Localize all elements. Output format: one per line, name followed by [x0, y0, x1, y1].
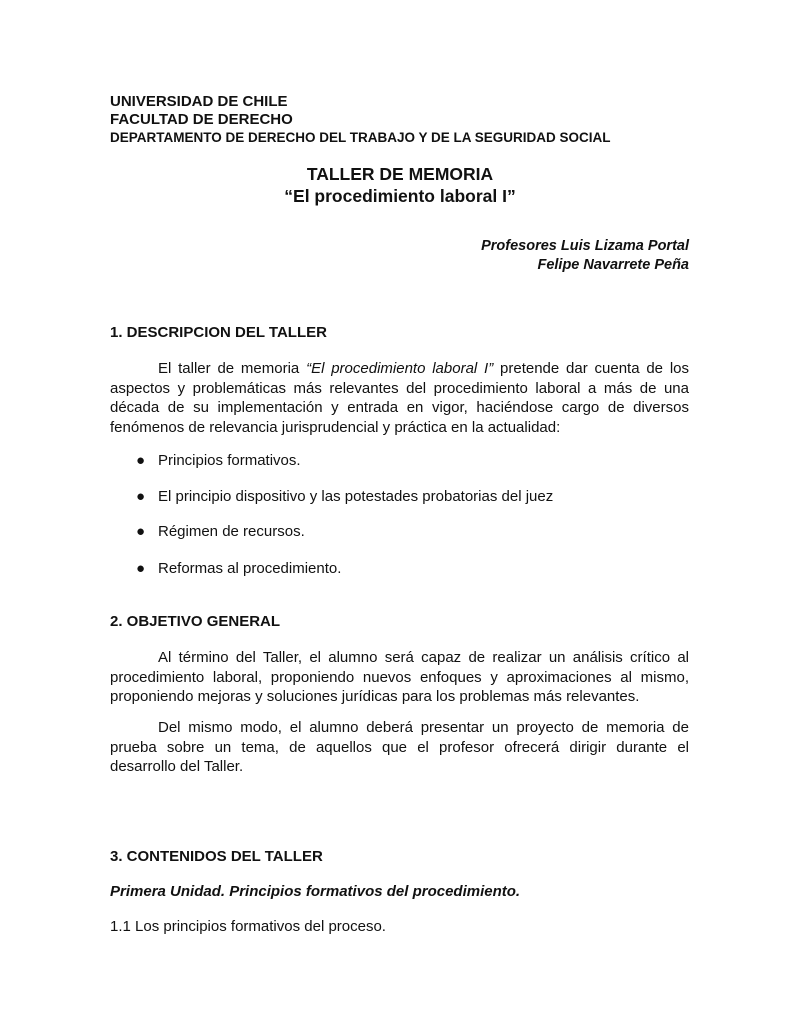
faculty-name: FACULTAD DE DERECHO — [110, 111, 293, 128]
list-item — [136, 488, 553, 505]
list-item-text: Principios formativos. — [158, 452, 301, 469]
list-item — [136, 523, 305, 540]
text-run: El taller de memoria — [158, 360, 307, 377]
paragraph-line: Al término del Taller, el alumno será capaz de realizar un análisis crítico al — [158, 649, 689, 666]
paragraph-line: prueba sobre un tema, de aquellos que el profesor ofrecerá dirigir durante el — [110, 738, 689, 756]
section-2-paragraph-2 — [110, 718, 689, 777]
text-run: pretende dar cuenta de los — [493, 360, 689, 377]
section-2-paragraph-1 — [110, 648, 689, 707]
list-item-text: El principio dispositivo y las potestades probatorias del juez — [158, 488, 554, 505]
paragraph-line: década de su implementación y entrada en vigor, haciéndose cargo de diversos — [110, 399, 689, 416]
professors-line-2: Felipe Navarrete Peña — [537, 257, 689, 273]
content-item-1-1: 1.1 Los principios formativos del proceso. — [110, 918, 386, 935]
bullet-icon: ● — [136, 452, 146, 469]
document-subtitle: “El procedimiento laboral I” — [284, 186, 516, 206]
bullet-icon: ● — [136, 488, 146, 505]
list-item-text: Régimen de recursos. — [158, 523, 305, 540]
paragraph-line: Del mismo modo, el alumno deberá presentar un proyecto de memoria de — [158, 719, 689, 736]
section-1-heading: 1. DESCRIPCION DEL TALLER — [110, 324, 327, 341]
list-item — [136, 452, 301, 469]
section-2-heading: 2. OBJETIVO GENERAL — [110, 613, 281, 630]
university-name: UNIVERSIDAD DE CHILE — [110, 93, 288, 110]
professors-line-1: Profesores Luis Lizama Portal — [481, 238, 689, 254]
paragraph-line: proponiendo mejoras y soluciones jurídicas para los problemas más relevantes. — [110, 688, 640, 705]
department-name: DEPARTAMENTO DE DERECHO DEL TRABAJO Y DE LA SEGURIDAD SOCIAL — [110, 130, 611, 145]
paragraph-line: fenómenos de relevancia jurisprudencial y práctica en la actualidad: — [110, 418, 561, 436]
italic-title-run: “El procedimiento laboral I” — [306, 360, 494, 377]
document-title: TALLER DE MEMORIA — [306, 164, 494, 184]
list-item — [136, 560, 341, 577]
section-3-heading: 3. CONTENIDOS DEL TALLER — [110, 848, 323, 865]
paragraph-line: desarrollo del Taller. — [110, 758, 244, 775]
bullet-icon: ● — [136, 523, 146, 540]
list-item-text: Reformas al procedimiento. — [158, 560, 342, 577]
section-1-paragraph — [110, 359, 689, 437]
paragraph-line — [110, 359, 689, 379]
bullet-icon: ● — [136, 560, 146, 577]
paragraph-line: procedimiento laboral, proponiendo nuevos enfoques y aproximaciones al mismo, — [110, 668, 689, 686]
unit-1-heading: Primera Unidad. Principios formativos del procedimiento. — [110, 883, 521, 900]
paragraph-line: aspectos y problemáticas más relevantes del procedimiento laboral a más de una — [110, 379, 689, 397]
